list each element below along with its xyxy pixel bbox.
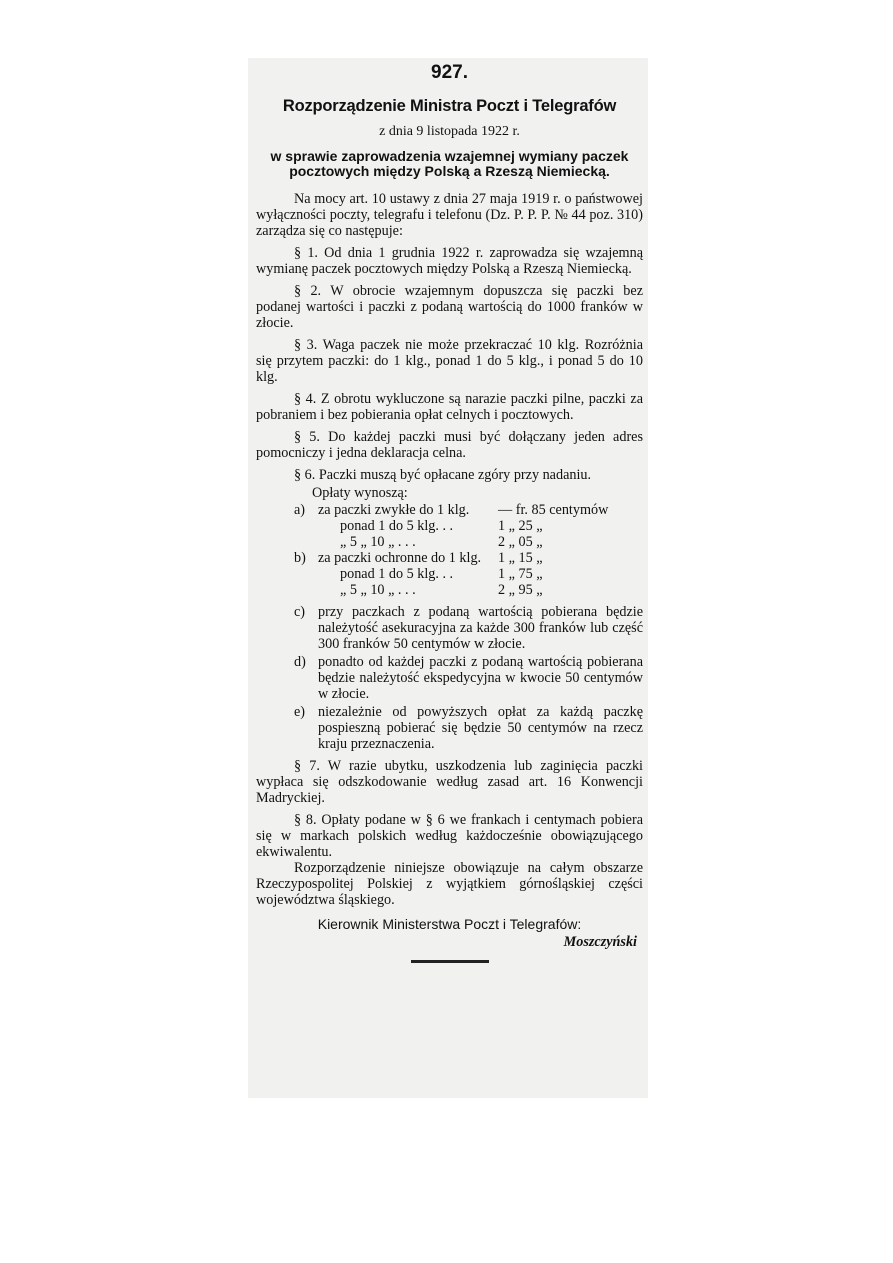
item-text: przy paczkach z podaną wartością pobierana będzie należytość asekuracyjna za każde 300 franków lub część 300 franków 50 centymów w złocie. <box>318 604 643 652</box>
fee-label <box>256 582 318 598</box>
fee-label <box>256 566 318 582</box>
fee-description: ponad 1 do 5 klg. . . <box>340 566 454 582</box>
item-text: ponadto od każdej paczki z podaną wartością pobierana będzie należytość ekspedycyjna w kwocie 50 centymów w złocie. <box>318 654 643 702</box>
fee-label: a) <box>294 502 306 518</box>
fee-label: b) <box>294 550 306 566</box>
document-column <box>256 62 643 963</box>
fee-value: 1 „ 25 „ <box>498 518 543 534</box>
fee-value: — fr. 85 centymów <box>498 502 609 518</box>
signer-name: Moszczyński <box>563 934 637 950</box>
document-date: z dnia 9 listopada 1922 r. <box>379 124 520 139</box>
document-number: 927. <box>431 62 468 83</box>
fee-row <box>256 550 643 566</box>
fee-description: za paczki zwykłe do 1 klg. <box>318 502 470 518</box>
fee-value: 1 „ 75 „ <box>498 566 543 582</box>
section-4: § 4. Z obrotu wykluczone są narazie paczki pilne, paczki za pobraniem i bez pobierania opłat celnych i pocztowych. <box>256 391 643 423</box>
list-item <box>256 704 643 752</box>
scope-clause: Rozporządzenie niniejsze obowiązuje na całym obszarze Rzeczypospolitej Polskiej z wyjątkiem górnośląskiej części województwa śląskiego. <box>256 860 643 908</box>
fee-row <box>256 566 643 582</box>
preamble: Na mocy art. 10 ustawy z dnia 27 maja 1919 r. o państwowej wyłączności poczty, telegrafu i telefonu (Dz. P. P. P. № 44 poz. 310) zarządza się co następuje: <box>256 191 643 239</box>
section-6: § 6. Paczki muszą być opłacane zgóry przy nadaniu. <box>294 467 592 483</box>
section-3: § 3. Waga paczek nie może przekraczać 10 klg. Rozróżnia się przytem paczki: do 1 klg., ponad 1 do 5 klg., i ponad 5 do 10 klg. <box>256 337 643 385</box>
section-7: § 7. W razie ubytku, uszkodzenia lub zaginięcia paczki wypłaca się odszkodowanie według zasad art. 16 Konwencji Madryckiej. <box>256 758 643 806</box>
fee-label <box>256 518 318 534</box>
item-text: niezależnie od powyższych opłat za każdą paczkę pospieszną pobierać się będzie 50 centymów na rzecz kraju przeznaczenia. <box>318 704 643 752</box>
fees-intro: Opłaty wynoszą: <box>312 485 408 501</box>
fee-value: 2 „ 05 „ <box>498 534 543 550</box>
section-2: § 2. W obrocie wzajemnym dopuszcza się paczki bez podanej wartości i paczki z podaną wartością do 1000 franków w złocie. <box>256 283 643 331</box>
fee-description: „ 5 „ 10 „ . . . <box>340 582 416 598</box>
fee-row <box>256 502 643 518</box>
item-label: e) <box>294 704 306 720</box>
list-item <box>256 654 643 702</box>
fee-description: „ 5 „ 10 „ . . . <box>340 534 416 550</box>
fee-description: ponad 1 do 5 klg. . . <box>340 518 454 534</box>
fee-value: 1 „ 15 „ <box>498 550 543 566</box>
section-5: § 5. Do każdej paczki musi być dołączany jeden adres pomocniczy i jedna deklaracja celna. <box>256 429 643 461</box>
item-label: d) <box>294 654 306 670</box>
fee-row <box>256 518 643 534</box>
fee-row <box>256 534 643 550</box>
fee-label <box>256 534 318 550</box>
document-title: Rozporządzenie Ministra Poczt i Telegrafów <box>282 97 617 115</box>
section-1: § 1. Od dnia 1 grudnia 1922 r. zaprowadza się wzajemną wymianę paczek pocztowych między Polską a Rzeszą Niemiecką. <box>256 245 643 277</box>
section-8: § 8. Opłaty podane w § 6 we frankach i centymach pobiera się w markach polskich według każdocześnie obowiązującego ekwiwalentu. <box>256 812 643 860</box>
fees-table <box>256 502 643 598</box>
document-subject: w sprawie zaprowadzenia wzajemnej wymiany paczek pocztowych między Polską a Rzeszą Niemiecką. <box>270 148 629 179</box>
fee-value: 2 „ 95 „ <box>498 582 543 598</box>
fee-row <box>256 582 643 598</box>
closing-rule <box>411 960 489 963</box>
signature-title: Kierownik Ministerstwa Poczt i Telegrafów: <box>317 916 582 932</box>
item-label: c) <box>294 604 306 620</box>
fee-items-list <box>256 604 643 752</box>
fee-description: za paczki ochronne do 1 klg. <box>318 550 482 566</box>
list-item <box>256 604 643 652</box>
